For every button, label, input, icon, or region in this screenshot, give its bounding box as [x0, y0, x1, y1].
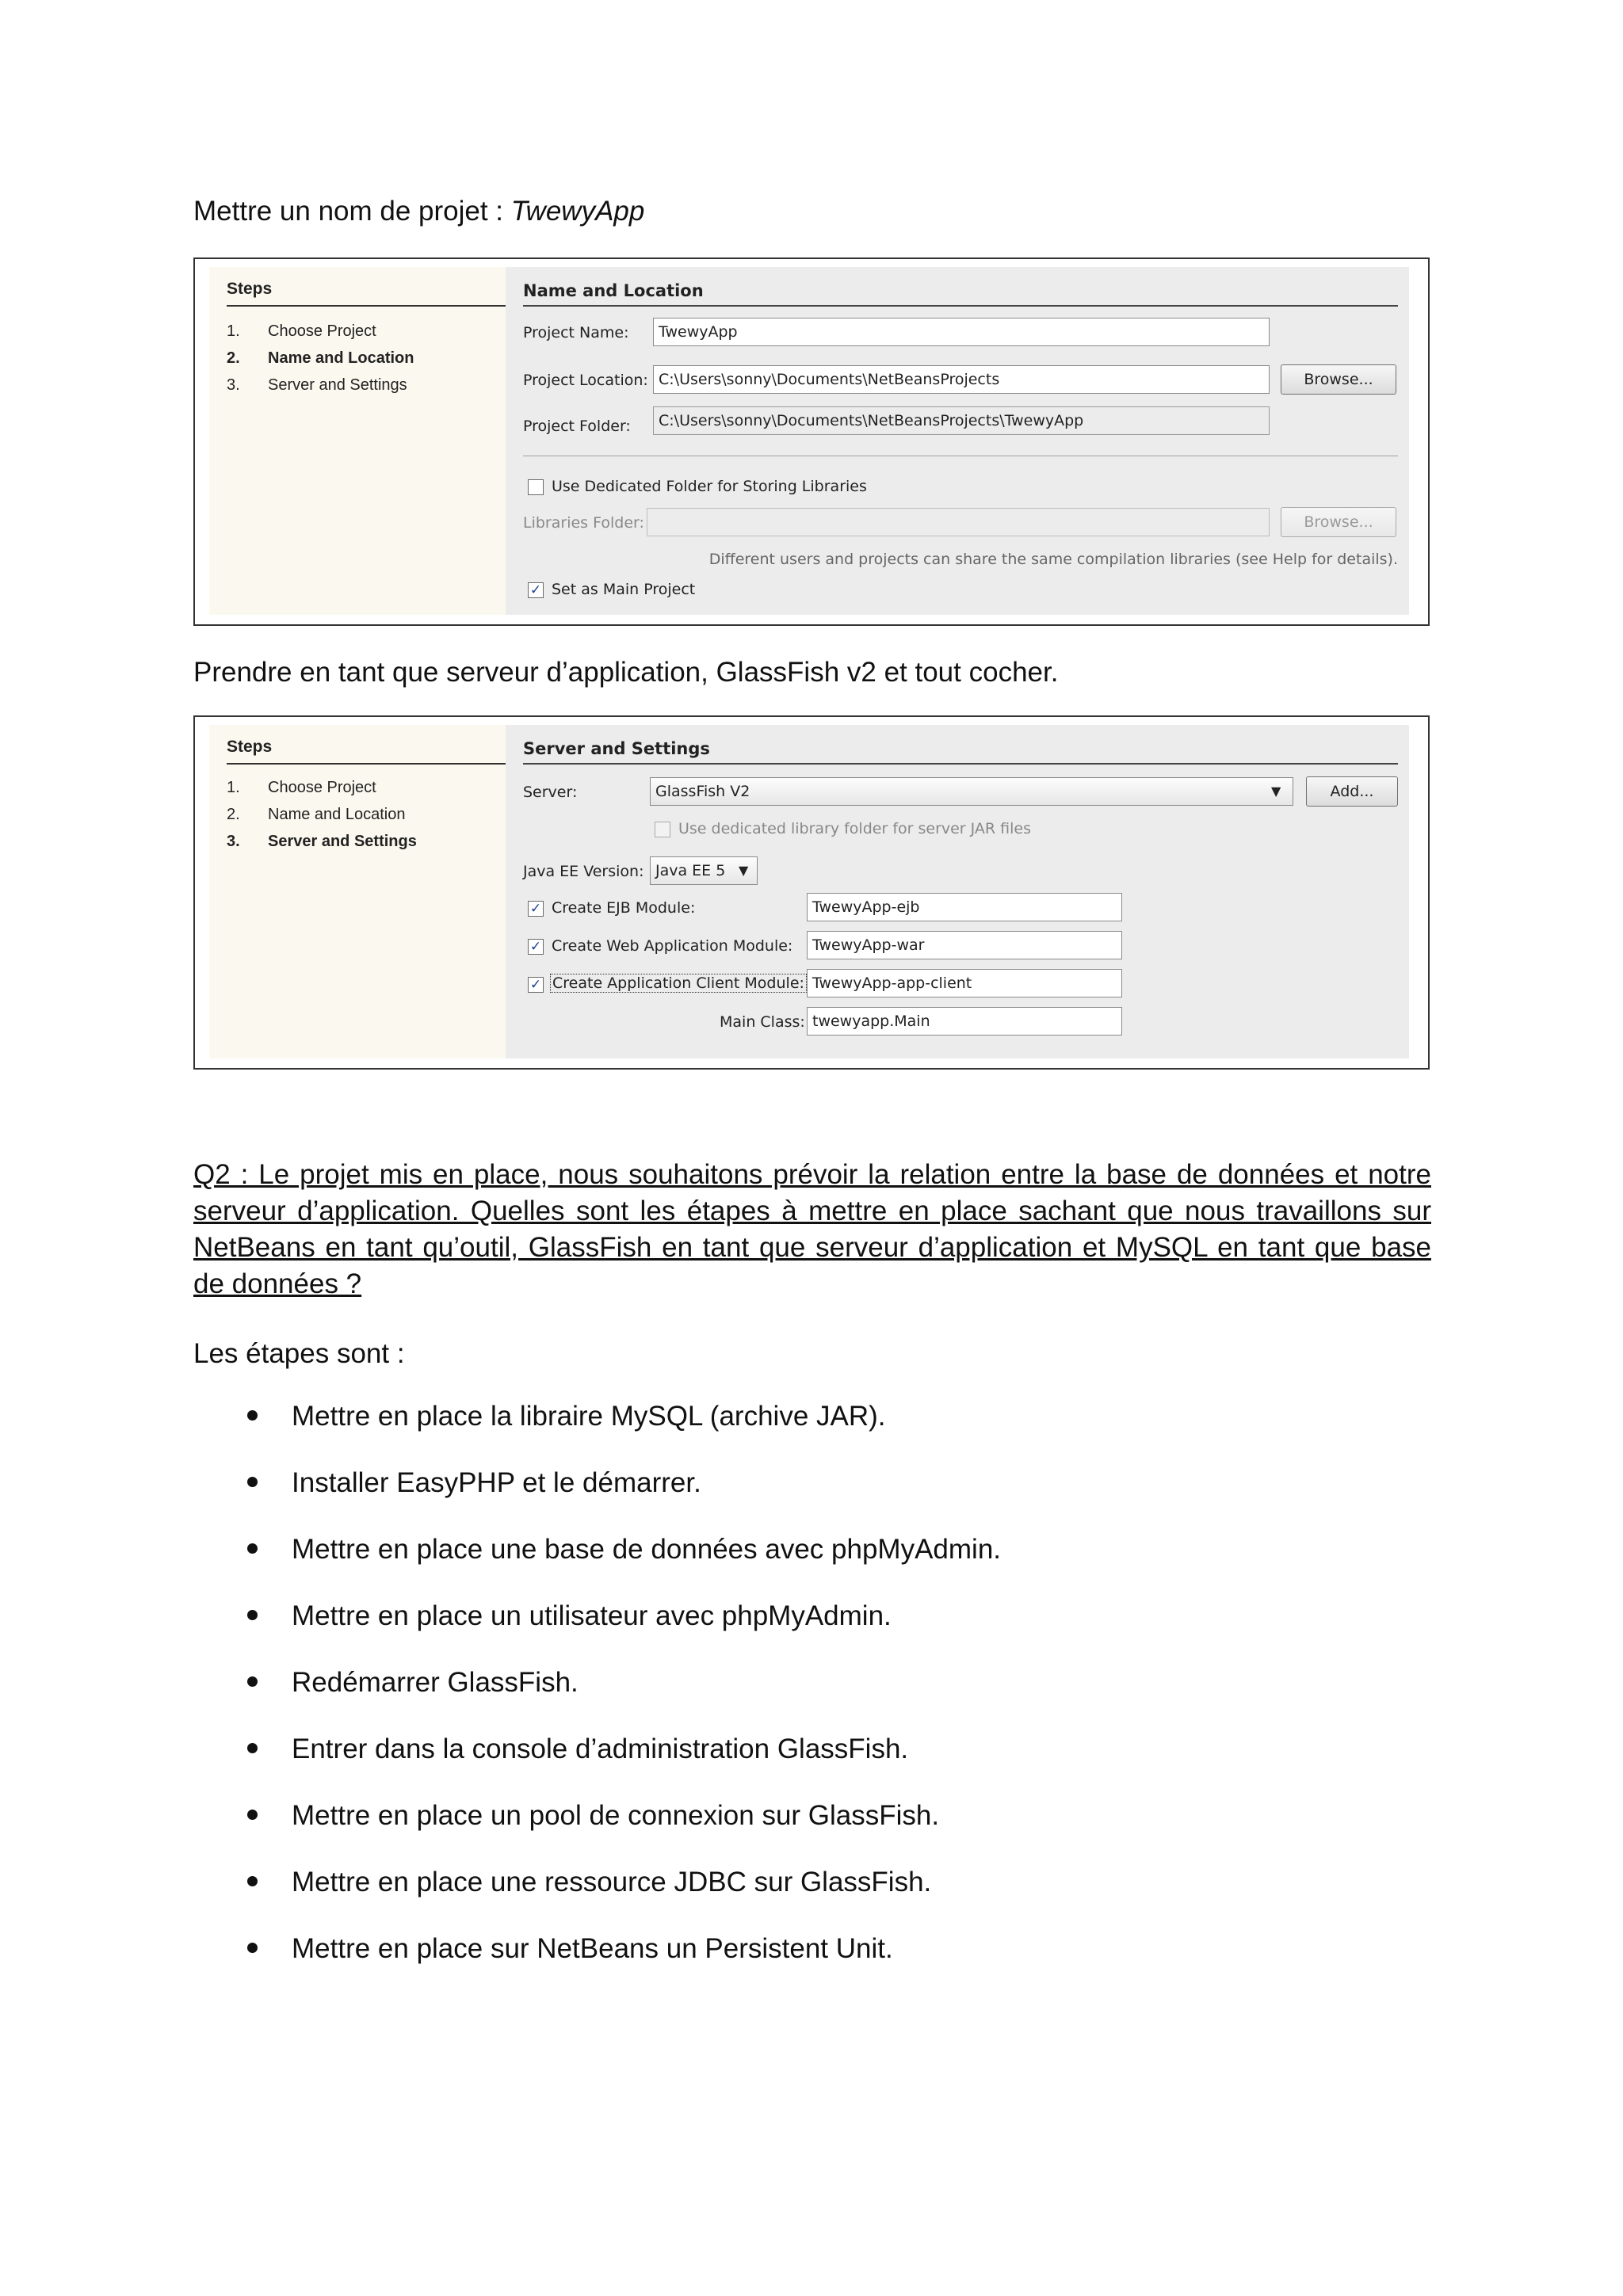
step-label: Choose Project [268, 322, 376, 340]
main-project-checkbox[interactable]: ✓ [528, 582, 544, 598]
panel-title-divider [523, 763, 1398, 765]
panel-title-divider [523, 305, 1398, 307]
wizard-screenshot-name-location [193, 257, 1430, 626]
step-number: 2. [227, 806, 240, 823]
client-module-checkbox[interactable]: ✓ [528, 977, 544, 993]
steps-sidebar [209, 725, 514, 1058]
project-folder-label: Project Folder: [523, 418, 631, 435]
dedicated-lib-checkbox[interactable] [655, 822, 670, 837]
step-number: 3. [227, 833, 240, 850]
list-item-text: Entrer dans la console d’administration GlassFish. [292, 1733, 909, 1764]
browse-location-button[interactable]: Browse... [1281, 364, 1396, 395]
steps-divider [227, 305, 514, 307]
main-class-label: Main Class: [720, 1013, 805, 1031]
project-name-input[interactable]: TwewyApp [653, 318, 1270, 346]
server-label: Server: [523, 784, 578, 801]
javaee-version-value: Java EE 5 [655, 862, 726, 879]
list-item [241, 1531, 1001, 1598]
server-select[interactable] [650, 777, 1293, 806]
list-item-text: Mettre en place un pool de connexion sur GlassFish. [292, 1800, 940, 1831]
list-item [241, 1465, 1001, 1531]
list-item-text: Mettre en place sur NetBeans un Persistent Unit. [292, 1933, 893, 1964]
project-location-label: Project Location: [523, 372, 648, 389]
javaee-version-label: Java EE Version: [523, 863, 644, 880]
list-item [241, 1931, 1001, 1997]
client-module-label[interactable]: Create Application Client Module: [550, 974, 807, 993]
steps-intro: Les étapes sont : [193, 1338, 405, 1369]
main-project-label[interactable]: Set as Main Project [552, 581, 696, 598]
list-item [241, 1398, 1001, 1465]
list-item-text: Mettre en place la libraire MySQL (archive JAR). [292, 1401, 886, 1432]
libraries-hint: Different users and projects can share the same compilation libraries (see Help for details). [708, 551, 1398, 568]
ejb-module-input[interactable]: TwewyApp-ejb [807, 893, 1122, 921]
bullet-icon [247, 1676, 258, 1687]
step-number: 3. [227, 376, 240, 394]
steps-title: Steps [227, 280, 273, 298]
bullet-icon [247, 1543, 258, 1554]
list-item [241, 1864, 1001, 1931]
dedicated-folder-checkbox[interactable] [528, 479, 544, 495]
name-location-panel [506, 267, 1409, 615]
bullet-icon [247, 1876, 258, 1886]
list-item [241, 1731, 1001, 1798]
browse-libraries-button[interactable]: Browse... [1281, 507, 1396, 537]
wizard-screenshot-server-settings [193, 715, 1430, 1070]
intro-project-name: TwewyApp [510, 196, 645, 227]
step-choose-project[interactable] [227, 779, 376, 797]
server-select-value: GlassFish V2 [655, 783, 750, 800]
dedicated-folder-label[interactable]: Use Dedicated Folder for Storing Libraries [552, 478, 867, 495]
step-number: 1. [227, 779, 240, 796]
libraries-folder-input[interactable] [647, 508, 1270, 536]
bullet-icon [247, 1810, 258, 1820]
bullet-icon [247, 1743, 258, 1753]
list-item-text: Installer EasyPHP et le démarrer. [292, 1467, 701, 1498]
libraries-folder-label: Libraries Folder: [523, 514, 644, 532]
step-server-settings[interactable] [227, 376, 407, 395]
main-class-input[interactable]: twewyapp.Main [807, 1007, 1122, 1035]
step-label: Server and Settings [268, 833, 417, 850]
add-server-button[interactable]: Add... [1306, 776, 1398, 807]
bullet-icon [247, 1610, 258, 1620]
step-label: Name and Location [268, 806, 406, 823]
intro-prefix: Mettre un nom de projet : [193, 196, 511, 227]
server-settings-panel [506, 725, 1409, 1058]
client-module-input[interactable]: TwewyApp-app-client [807, 969, 1122, 997]
server-instruction: Prendre en tant que serveur d’application, GlassFish v2 et tout cocher. [193, 657, 1059, 688]
list-item [241, 1665, 1001, 1731]
q2-question: Q2 : Le projet mis en place, nous souhaitons prévoir la relation entre la base de données et notre serveur d’application. Quelles sont les étapes à mettre en place sachant que nous travaillons sur NetBeans en tant qu’outil, GlassFish en tant que serveur d’application et MySQL en tant que base de données ? [193, 1159, 1431, 1299]
panel-title: Name and Location [523, 281, 704, 300]
list-item [241, 1598, 1001, 1665]
bullet-icon [247, 1477, 258, 1487]
chevron-down-icon[interactable]: ▼ [739, 863, 749, 878]
dedicated-lib-label: Use dedicated library folder for server JAR files [678, 820, 1032, 837]
steps-bullet-list [241, 1398, 1001, 1997]
steps-title: Steps [227, 738, 273, 756]
step-server-settings[interactable] [227, 833, 417, 851]
list-item-text: Mettre en place une base de données avec phpMyAdmin. [292, 1534, 1002, 1565]
list-item-text: Redémarrer GlassFish. [292, 1667, 579, 1698]
list-item-text: Mettre en place une ressource JDBC sur GlassFish. [292, 1867, 932, 1897]
project-folder-field: C:\Users\sonny\Documents\NetBeansProjects\TwewyApp [653, 406, 1270, 435]
project-location-input[interactable]: C:\Users\sonny\Documents\NetBeansProjects [653, 365, 1270, 394]
list-item-text: Mettre en place un utilisateur avec phpMyAdmin. [292, 1600, 892, 1631]
steps-sidebar [209, 267, 514, 615]
step-choose-project[interactable] [227, 322, 376, 341]
web-module-checkbox[interactable]: ✓ [528, 939, 544, 955]
step-name-location[interactable] [227, 806, 405, 824]
bullet-icon [247, 1943, 258, 1953]
intro-line [193, 193, 644, 230]
panel-title: Server and Settings [523, 739, 710, 758]
chevron-down-icon[interactable]: ▼ [1271, 784, 1281, 799]
web-module-input[interactable]: TwewyApp-war [807, 931, 1122, 959]
bullet-icon [247, 1410, 258, 1421]
step-label: Choose Project [268, 779, 376, 796]
ejb-module-label[interactable]: Create EJB Module: [552, 899, 696, 917]
step-label: Name and Location [268, 349, 414, 367]
step-number: 2. [227, 349, 240, 367]
step-number: 1. [227, 322, 240, 340]
project-name-label: Project Name: [523, 324, 629, 341]
list-item [241, 1798, 1001, 1864]
steps-divider [227, 763, 514, 765]
step-name-location[interactable] [227, 349, 414, 368]
web-module-label[interactable]: Create Web Application Module: [552, 937, 793, 955]
ejb-module-checkbox[interactable]: ✓ [528, 901, 544, 917]
step-label: Server and Settings [268, 376, 407, 394]
